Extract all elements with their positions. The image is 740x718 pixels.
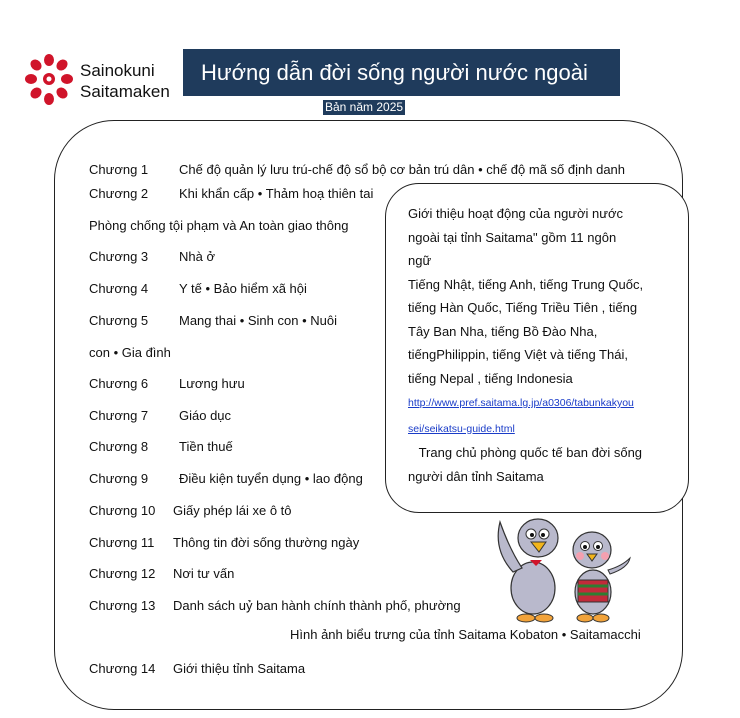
chapter-3-title: Nhà ở (179, 249, 215, 264)
info-line: Tây Ban Nha, tiếng Bồ Đào Nha, (408, 323, 598, 339)
chapter-12-number: Chương 12 (89, 566, 156, 581)
edition-label: Bản năm 2025 (325, 100, 404, 114)
info-box-text (408, 202, 678, 488)
guide-link-cont[interactable]: sei/seikatsu-guide.html (408, 422, 515, 435)
chapter-6-number: Chương 6 (89, 376, 149, 391)
chapter-2-title: Khi khẩn cấp • Thảm hoạ thiên tai (179, 186, 374, 201)
info-line: tiếng Hàn Quốc, Tiếng Triều Tiên , tiếng (408, 300, 638, 315)
info-line: người dân tỉnh Saitama (408, 468, 544, 484)
info-line: tiếng Nepal , tiếng Indonesia (408, 370, 573, 386)
chapter-9-title: Điều kiện tuyển dụng • lao động (179, 471, 363, 486)
chapter-3-number: Chương 3 (89, 249, 149, 264)
chapter-9-number: Chương 9 (89, 471, 149, 486)
chapter-1-title: Chế độ quản lý lưu trú-chế độ sổ bộ cơ bản trú dân • chế độ mã số định danh (179, 162, 626, 177)
info-line: Giới thiệu hoạt động của người nước (408, 206, 623, 221)
page-title: Hướng dẫn đời sống người nước ngoài (183, 49, 620, 96)
saitamacchi-mascot-icon (573, 532, 630, 622)
chapter-11-title: Thông tin đời sống thường ngày (173, 535, 360, 550)
chapter-4-number: Chương 4 (89, 281, 149, 296)
info-line: tiếngPhilippin, tiếng Việt và tiếng Thái, (408, 347, 628, 362)
chapter-12-title: Nơi tư vấn (173, 566, 235, 581)
chapter-7-number: Chương 7 (89, 408, 149, 423)
chapter-7-title: Giáo dục (179, 408, 232, 423)
org-name (80, 60, 170, 102)
guide-link[interactable]: http://www.pref.saitama.lg.jp/a0306/tabunkakyou (408, 397, 634, 409)
chapter-5-title-cont: con • Gia đình (89, 345, 171, 360)
chapter-10-title: Giấy phép lái xe ô tô (173, 503, 292, 518)
org-name-line2: Saitamaken (80, 82, 170, 101)
chapter-14-title: Giới thiệu tỉnh Saitama (173, 661, 306, 676)
chapter-10-number: Chương 10 (89, 503, 156, 518)
chapter-8-number: Chương 8 (89, 439, 149, 454)
chapter-5-title: Mang thai • Sinh con • Nuôi (179, 313, 337, 328)
chapter-2-title-cont: Phòng chống tội phạm và An toàn giao thông (89, 218, 349, 233)
chapter-13-title: Danh sách uỷ ban hành chính thành phố, phường (173, 598, 461, 613)
mascots-illustration (488, 510, 638, 625)
info-line: Tiếng Nhật, tiếng Anh, tiếng Trung Quốc, (408, 276, 644, 292)
chapter-6-title: Lương hưu (179, 376, 245, 391)
chapter-5-number: Chương 5 (89, 313, 149, 328)
chapter-4-title: Y tế • Bảo hiểm xã hội (179, 281, 307, 296)
kobaton-mascot-icon (498, 519, 558, 622)
info-line: ngoài tại tỉnh Saitama" gồm 11 ngôn (408, 229, 617, 245)
chapter-1-number: Chương 1 (89, 162, 149, 177)
chapter-14-number: Chương 14 (89, 661, 156, 676)
info-line: ngữ (408, 253, 432, 268)
mascot-caption: Hình ảnh biểu trưng của tỉnh Saitama Kobaton • Saitamacchi (290, 627, 641, 642)
saitama-logo-icon (24, 52, 74, 108)
chapter-13-number: Chương 13 (89, 598, 156, 613)
chapter-8-title: Tiền thuế (179, 439, 233, 454)
org-name-line1: Sainokuni (80, 61, 155, 80)
chapter-11-number: Chương 11 (89, 535, 155, 550)
chapter-2-number: Chương 2 (89, 186, 149, 201)
info-line: Trang chủ phòng quốc tế ban đời sống (408, 445, 643, 460)
